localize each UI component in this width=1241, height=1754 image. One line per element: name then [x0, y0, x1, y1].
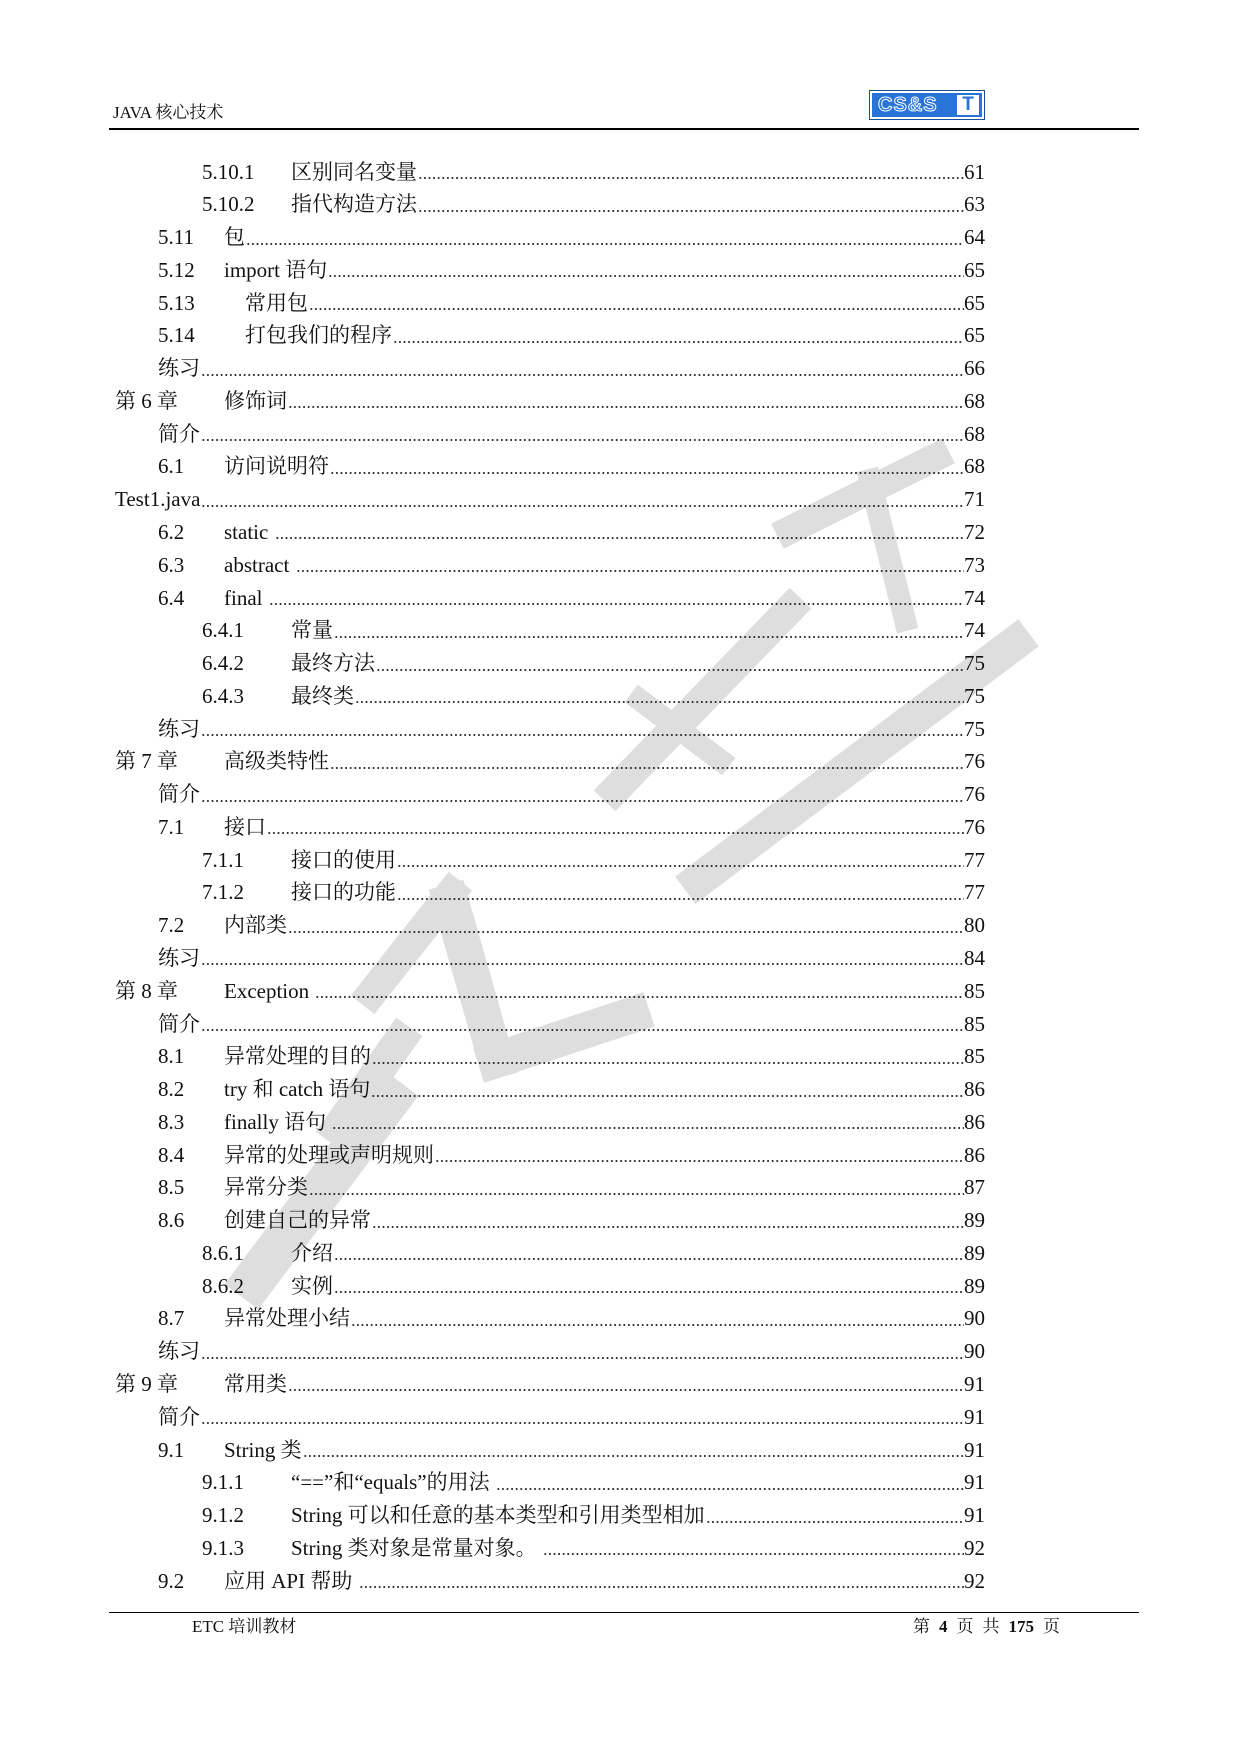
toc-entry-number: 6.4.2	[202, 651, 244, 676]
toc-entry-line	[224, 812, 985, 842]
toc-entry-title: 常用包	[224, 290, 308, 315]
dot-leader	[543, 1533, 964, 1563]
toc-entry-number: 8.4	[158, 1142, 185, 1167]
toc-entry-page-number: 61	[964, 159, 985, 184]
toc-entry-line	[291, 1533, 985, 1563]
toc-entry[interactable]	[0, 1566, 1241, 1596]
dot-leader	[201, 1009, 964, 1039]
toc-entry[interactable]	[0, 288, 1241, 318]
dot-leader	[496, 1467, 964, 1497]
toc-entry-title: 打包我们的程序	[224, 323, 392, 348]
dot-leader	[355, 681, 964, 711]
toc-entry-page-number: 75	[964, 683, 985, 708]
dot-leader	[267, 812, 964, 842]
toc-entry-line	[224, 320, 985, 350]
toc-entry-title: 包	[224, 225, 245, 250]
toc-entry-number: 5.12	[158, 257, 195, 282]
dot-leader	[418, 189, 964, 219]
dot-leader	[397, 877, 964, 907]
toc-entry-line	[158, 1009, 985, 1039]
page-counter-suffix: 页	[1043, 1617, 1060, 1636]
dot-leader	[334, 1238, 964, 1268]
toc-entry-line	[224, 1140, 985, 1170]
toc-entry[interactable]	[0, 353, 1241, 383]
toc-entry-title: Exception	[224, 978, 315, 1003]
toc-entry-line	[224, 1107, 985, 1137]
dot-leader	[201, 484, 964, 514]
toc-entry-line	[224, 222, 985, 252]
dot-leader	[309, 1172, 964, 1202]
toc-entry-page-number: 89	[964, 1208, 985, 1233]
toc-entry[interactable]	[0, 550, 1241, 580]
toc-entry-line	[224, 1303, 985, 1333]
toc-entry-number: 8.5	[158, 1175, 185, 1200]
toc-entry-line	[291, 877, 985, 907]
toc-entry-line	[224, 1369, 985, 1399]
toc-entry-number: 6.2	[158, 519, 185, 544]
toc-entry-line	[291, 1500, 985, 1530]
toc-entry[interactable]	[0, 1271, 1241, 1301]
toc-entry-title: 简介	[158, 782, 200, 807]
toc-entry-line	[224, 1041, 985, 1071]
toc-entry-page-number: 65	[964, 257, 985, 282]
toc-entry-page-number: 65	[964, 290, 985, 315]
toc-entry[interactable]	[0, 1435, 1241, 1465]
toc-entry[interactable]	[0, 845, 1241, 875]
toc-entry-line	[224, 255, 985, 285]
footer-rule	[109, 1612, 1139, 1613]
footer-left-text: ETC 培训教材	[192, 1617, 297, 1636]
dot-leader	[288, 386, 964, 416]
toc-entry-line	[224, 1074, 985, 1104]
toc-entry-page-number: 68	[964, 388, 985, 413]
toc-entry-number: 6.4.3	[202, 683, 244, 708]
dot-leader	[201, 714, 964, 744]
toc-entry[interactable]	[0, 812, 1241, 842]
toc-entry-page-number: 92	[964, 1535, 985, 1560]
toc-entry-line	[158, 714, 985, 744]
toc-entry-title: static	[224, 519, 274, 544]
toc-entry-number: 7.1.1	[202, 847, 244, 872]
toc-entry[interactable]	[0, 1467, 1241, 1497]
dot-leader	[418, 157, 964, 187]
toc-entry-number: 7.1	[158, 814, 185, 839]
dot-leader	[328, 255, 964, 285]
toc-entry[interactable]	[0, 1303, 1241, 1333]
toc-entry-title: 常量	[291, 618, 333, 643]
toc-entry-title: 练习	[158, 716, 200, 741]
toc-entry[interactable]	[0, 779, 1241, 809]
toc-entry-title: 接口	[224, 814, 266, 839]
toc-entry[interactable]	[0, 1140, 1241, 1170]
toc-entry-title: 高级类特性	[224, 749, 329, 774]
toc-entry-number: 8.1	[158, 1044, 185, 1069]
dot-leader	[201, 353, 964, 383]
toc-entry-line	[158, 419, 985, 449]
toc-entry-title: 常用类	[224, 1371, 287, 1396]
toc-entry-line	[224, 550, 985, 580]
dot-leader	[330, 746, 964, 776]
toc-entry[interactable]	[0, 157, 1241, 187]
toc-entry-line	[158, 1336, 985, 1366]
dot-leader	[332, 1107, 964, 1137]
toc-entry-title: 接口的使用	[291, 847, 396, 872]
toc-entry-title: 最终类	[291, 683, 354, 708]
toc-entry[interactable]	[0, 320, 1241, 350]
toc-entry[interactable]	[0, 583, 1241, 613]
toc-entry-title: 异常处理小结	[224, 1306, 350, 1331]
dot-leader	[275, 517, 964, 547]
toc-entry-page-number: 80	[964, 913, 985, 938]
toc-entry[interactable]	[0, 1500, 1241, 1530]
toc-entry-line	[291, 1271, 985, 1301]
toc-entry-title: “==”和“equals”的用法	[291, 1470, 495, 1495]
toc-entry-line	[224, 1435, 985, 1465]
toc-entry-page-number: 91	[964, 1503, 985, 1528]
toc-entry[interactable]	[0, 517, 1241, 547]
toc-entry-title: 访问说明符	[224, 454, 329, 479]
header-rule	[109, 128, 1139, 130]
toc-entry-number: 5.10.2	[202, 192, 255, 217]
toc-entry-line	[291, 648, 985, 678]
toc-entry-page-number: 91	[964, 1437, 985, 1462]
toc-entry-title: 指代构造方法	[291, 192, 417, 217]
dot-leader	[334, 615, 964, 645]
toc-entry-page-number: 86	[964, 1109, 985, 1134]
toc-entry-page-number: 68	[964, 421, 985, 446]
toc-entry-title: 简介	[158, 421, 200, 446]
toc-entry[interactable]	[0, 1041, 1241, 1071]
toc-entry-number: 7.1.2	[202, 880, 244, 905]
toc-entry-number: 8.6.1	[202, 1240, 244, 1265]
toc-entry-number: 第 6 章	[115, 388, 178, 413]
toc-entry[interactable]	[0, 1107, 1241, 1137]
toc-entry-title: 区别同名变量	[291, 159, 417, 184]
toc-entry-title: final	[224, 585, 268, 610]
toc-entry-page-number: 73	[964, 552, 985, 577]
toc-entry-page-number: 66	[964, 356, 985, 381]
dot-leader	[359, 1566, 964, 1596]
dot-leader	[330, 451, 964, 481]
toc-entry[interactable]	[0, 255, 1241, 285]
toc-entry-line	[224, 288, 985, 318]
toc-entry-number: 8.6.2	[202, 1273, 244, 1298]
toc-entry-line	[224, 746, 985, 776]
toc-entry[interactable]	[0, 1533, 1241, 1563]
toc-entry[interactable]	[0, 222, 1241, 252]
toc-entry-number: 6.3	[158, 552, 185, 577]
toc-entry-page-number: 65	[964, 323, 985, 348]
toc-entry-title: 简介	[158, 1404, 200, 1429]
toc-entry-line	[224, 976, 985, 1006]
dot-leader	[201, 419, 964, 449]
toc-entry-line	[291, 615, 985, 645]
toc-entry-title: abstract	[224, 552, 295, 577]
running-header-title: JAVA 核心技术	[113, 103, 224, 122]
toc-entry-number: 8.3	[158, 1109, 185, 1134]
toc-entry-line	[291, 157, 985, 187]
logo-text: CS&S	[878, 94, 938, 116]
toc-entry[interactable]	[0, 877, 1241, 907]
toc-entry-number: 5.14	[158, 323, 195, 348]
dot-leader	[296, 550, 964, 580]
toc-entry-page-number: 76	[964, 814, 985, 839]
toc-entry-page-number: 76	[964, 782, 985, 807]
toc-entry-line	[224, 1566, 985, 1596]
toc-entry-number: 8.7	[158, 1306, 185, 1331]
toc-entry-title: 异常的处理或声明规则	[224, 1142, 434, 1167]
current-page-number: 4	[939, 1617, 948, 1636]
toc-entry[interactable]	[0, 484, 1241, 514]
toc-entry-number: 第 9 章	[115, 1371, 178, 1396]
toc-entry-title: try 和 catch 语句	[224, 1077, 371, 1102]
toc-entry-line	[158, 779, 985, 809]
dot-leader	[372, 1205, 964, 1235]
dot-leader	[269, 583, 964, 613]
toc-entry[interactable]	[0, 189, 1241, 219]
total-page-count: 175	[1008, 1617, 1034, 1636]
toc-chapter-entry[interactable]	[0, 1369, 1241, 1399]
toc-entry-line	[224, 583, 985, 613]
toc-entry-page-number: 76	[964, 749, 985, 774]
toc-entry-line	[224, 451, 985, 481]
toc-entry-line	[224, 386, 985, 416]
toc-entry-title: 练习	[158, 945, 200, 970]
toc-entry-line	[115, 484, 985, 514]
dot-leader	[315, 976, 964, 1006]
toc-entry[interactable]	[0, 1238, 1241, 1268]
toc-entry-page-number: 91	[964, 1404, 985, 1429]
dot-leader	[201, 779, 964, 809]
toc-entry-number: 5.11	[158, 225, 194, 250]
toc-entry-title: String 类对象是常量对象。	[291, 1535, 542, 1560]
toc-entry-title: 简介	[158, 1011, 200, 1036]
toc-entry-title: 应用 API 帮助	[224, 1568, 358, 1593]
toc-entry-number: 9.1.3	[202, 1535, 244, 1560]
toc-entry-page-number: 77	[964, 880, 985, 905]
toc-entry-line	[224, 910, 985, 940]
dot-leader	[288, 910, 964, 940]
toc-entry-page-number: 90	[964, 1339, 985, 1364]
toc-entry-title: 练习	[158, 356, 200, 381]
toc-entry-line	[224, 1172, 985, 1202]
toc-chapter-entry[interactable]	[0, 386, 1241, 416]
company-logo	[869, 90, 985, 120]
toc-entry-line	[291, 1467, 985, 1497]
toc-entry-number: 5.10.1	[202, 159, 255, 184]
toc-entry-number: 6.4.1	[202, 618, 244, 643]
toc-entry-number: 9.1.1	[202, 1470, 244, 1495]
toc-entry-page-number: 72	[964, 519, 985, 544]
toc-entry-page-number: 77	[964, 847, 985, 872]
toc-entry-line	[291, 845, 985, 875]
toc-entry[interactable]	[0, 451, 1241, 481]
toc-entry[interactable]	[0, 1074, 1241, 1104]
dot-leader	[334, 1271, 964, 1301]
page-counter	[913, 1617, 1060, 1637]
toc-entry[interactable]	[0, 1336, 1241, 1366]
toc-entry-page-number: 92	[964, 1568, 985, 1593]
dot-leader	[371, 1074, 964, 1104]
toc-entry-number: 第 7 章	[115, 749, 178, 774]
dot-leader	[397, 845, 964, 875]
dot-leader	[288, 1369, 964, 1399]
dot-leader	[435, 1140, 964, 1170]
toc-entry-page-number: 91	[964, 1371, 985, 1396]
toc-entry-line	[224, 1205, 985, 1235]
toc-entry-page-number: 74	[964, 618, 985, 643]
dot-leader	[309, 288, 964, 318]
toc-entry[interactable]	[0, 615, 1241, 645]
toc-entry[interactable]	[0, 1172, 1241, 1202]
toc-entry-number: 8.6	[158, 1208, 185, 1233]
dot-leader	[393, 320, 964, 350]
toc-entry-title: 最终方法	[291, 651, 375, 676]
toc-entry-title: 创建自己的异常	[224, 1208, 371, 1233]
toc-entry-title: 介绍	[291, 1240, 333, 1265]
toc-entry-line	[158, 1402, 985, 1432]
dot-leader	[201, 1336, 964, 1366]
dot-leader	[706, 1500, 964, 1530]
toc-entry-page-number: 89	[964, 1273, 985, 1298]
toc-entry-title: import 语句	[224, 257, 328, 282]
toc-chapter-entry[interactable]	[0, 746, 1241, 776]
toc-entry-number: 5.13	[158, 290, 195, 315]
toc-entry-page-number: 75	[964, 716, 985, 741]
dot-leader	[351, 1303, 964, 1333]
toc-entry[interactable]	[0, 1402, 1241, 1432]
toc-entry-page-number: 71	[964, 487, 985, 512]
toc-entry-title: 实例	[291, 1273, 333, 1298]
toc-entry-line	[291, 1238, 985, 1268]
toc-entry-title: 修饰词	[224, 388, 287, 413]
page-counter-mid: 页	[956, 1617, 974, 1636]
toc-entry-page-number: 85	[964, 978, 985, 1003]
logo-mark: T	[957, 95, 979, 115]
toc-entry-page-number: 91	[964, 1470, 985, 1495]
toc-entry[interactable]	[0, 648, 1241, 678]
toc-entry-page-number: 75	[964, 651, 985, 676]
toc-entry-line	[158, 353, 985, 383]
toc-entry-title: String 类	[224, 1437, 302, 1462]
toc-entry-line	[291, 189, 985, 219]
toc-entry-line	[158, 943, 985, 973]
toc-entry-number: 9.1.2	[202, 1503, 244, 1528]
toc-entry[interactable]	[0, 419, 1241, 449]
page-counter-total-prefix: 共	[982, 1617, 1000, 1636]
page-counter-prefix: 第	[913, 1617, 930, 1636]
toc-entry-line	[224, 517, 985, 547]
toc-entry-page-number: 84	[964, 945, 985, 970]
toc-entry-number: 8.2	[158, 1077, 185, 1102]
toc-entry-page-number: 86	[964, 1142, 985, 1167]
toc-entry-page-number: 85	[964, 1044, 985, 1069]
toc-entry-page-number: 64	[964, 225, 985, 250]
toc-entry[interactable]	[0, 1205, 1241, 1235]
toc-entry[interactable]	[0, 910, 1241, 940]
dot-leader	[376, 648, 964, 678]
dot-leader	[372, 1041, 964, 1071]
toc-entry-number: 7.2	[158, 913, 185, 938]
toc-entry[interactable]	[0, 714, 1241, 744]
toc-entry-title: finally 语句	[224, 1109, 332, 1134]
toc-entry-title: 练习	[158, 1339, 200, 1364]
dot-leader	[201, 943, 964, 973]
toc-entry-page-number: 89	[964, 1240, 985, 1265]
toc-entry-title: String 可以和任意的基本类型和引用类型相加	[291, 1503, 705, 1528]
dot-leader	[201, 1402, 964, 1432]
toc-entry-page-number: 90	[964, 1306, 985, 1331]
toc-entry-number: 9.2	[158, 1568, 185, 1593]
toc-entry-page-number: 87	[964, 1175, 985, 1200]
dot-leader	[246, 222, 964, 252]
toc-entry[interactable]	[0, 943, 1241, 973]
toc-entry-title: 异常分类	[224, 1175, 308, 1200]
dot-leader	[303, 1435, 964, 1465]
toc-entry-number: 9.1	[158, 1437, 185, 1462]
toc-entry-page-number: 86	[964, 1077, 985, 1102]
toc-entry-page-number: 68	[964, 454, 985, 479]
toc-entry[interactable]	[0, 681, 1241, 711]
toc-entry-page-number: 85	[964, 1011, 985, 1036]
toc-entry-title: Test1.java	[115, 487, 201, 512]
toc-chapter-entry[interactable]	[0, 976, 1241, 1006]
toc-entry-title: 接口的功能	[291, 880, 396, 905]
toc-entry-number: 6.4	[158, 585, 185, 610]
toc-entry[interactable]	[0, 1009, 1241, 1039]
toc-entry-title: 异常处理的目的	[224, 1044, 371, 1069]
toc-entry-number: 6.1	[158, 454, 185, 479]
toc-entry-line	[291, 681, 985, 711]
toc-entry-page-number: 63	[964, 192, 985, 217]
toc-entry-number: 第 8 章	[115, 978, 178, 1003]
toc-entry-title: 内部类	[224, 913, 287, 938]
toc-entry-page-number: 74	[964, 585, 985, 610]
